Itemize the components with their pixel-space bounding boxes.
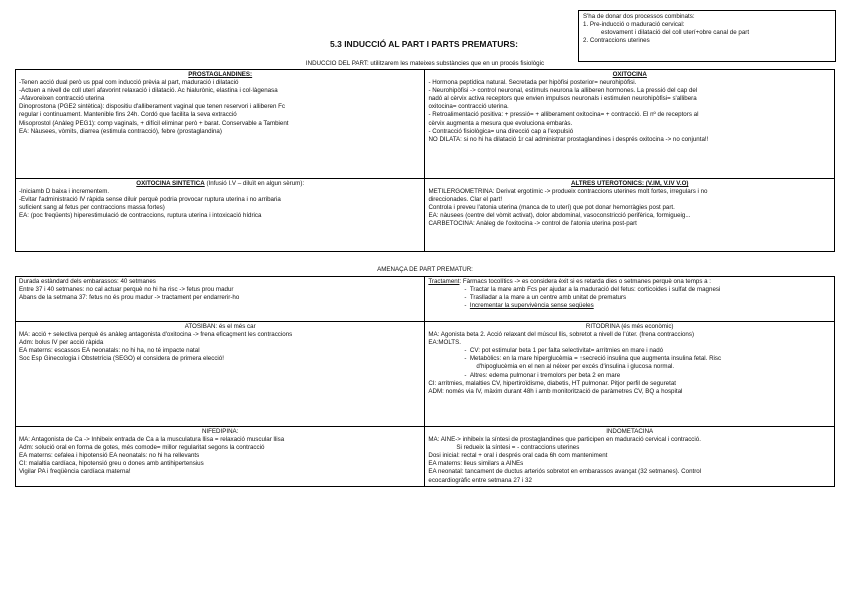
tractament-cell [425,277,835,322]
prostaglandines-line: Dinoprostona (PGE2 sintètica): dispositiu d'alliberament vaginal que tenen reservori i alliberen Fc [19,103,286,111]
tractament-text: : Fàrmacs tocolítics -> es considera èxit si es retarda dies o setmanes perquè ona temps a : [459,278,712,285]
ritodrina-line: - CV: pot estimular beta 1 per falta selectivitat= arrítmies en mare i nadó [464,347,664,355]
induccio-table [15,69,835,252]
note-line: 1. Pre-inducció o maduració cervical: [583,21,685,29]
tractament-item: - Tractar la mare amb Fcs per ajudar a la maduració del fetus: corticoides i sulfat de magnesi [464,286,721,294]
ritodrina-line-text: Metabòlics: en la mare hiperglucèmia = ↑secreció insulina que augmenta insulina fetal. Risc [469,355,722,363]
prostaglandines-heading: PROSTAGLANDINES: [188,71,253,78]
tractament-item: - Incrementar la supervivència sense seqüeles [464,302,594,310]
durada-line: Abans de la setmana 37: fetus no és prou madur -> tractament per endarrerir-ho [19,294,240,302]
indometacina-line: MA: AINE-> inhibeix la síntesi de prostaglandines que participen en maduració cervical i contracció. [428,436,701,444]
oxitocina-line: - Hormona peptídica natural. Secretada per hipòfisi posterior= neurohipòfisi. [428,79,637,87]
sintetica-heading-rest: (Infusió I.V – diluït en algun sèrum): [204,180,305,187]
atosiban-line: Soc Esp Ginecologia i Obstetrícia (SEGO) el considera de primera elecció! [19,355,224,363]
nifedipina-line: MA: Antagonista de Ca -> Inhibeix entrada de Ca a la musculatura llisa = relaxació muscular llisa [19,436,285,444]
tractament-item-text: Traslladar a la mare a un centre amb unitat de prematurs [469,294,627,302]
oxitocina-line: nadó al cèrvix activa receptors que envien impulsos neuronals i estimulen neurohipòfisi= s'allibera [428,95,697,103]
ritodrina-line-text: CV: pot estimular beta 1 per falta selectivitat= arrítmies en mare i nadó [469,347,664,355]
altres-line: CARBETOCINA: Anàleg de l'oxitocina -> control de l'atonia uterina post-part [428,220,637,228]
sintetica-line: -Evitar l'administració IV ràpida sense diluir perquè podria provocar ruptura uterina i no arribaria [19,196,281,204]
note-line: estovament i dilatació del coll uterí+obre canal de part [601,29,750,37]
sintetica-heading-main: OXITOCINA SINTÈTICA [136,180,205,187]
nifedipina-cell [16,427,425,487]
altres-cell [425,179,835,252]
nifedipina-line: Adm: solució oral en forma de gotes, més comode= millor regularitat segons la contracció [19,444,265,452]
indometacina-line: EA neonatal: tancament de ductus arteriós sobretot en embarassos avançat (32 setmanes). Control [428,468,702,476]
atosiban-line: Adm: bolus IV per acció ràpida [19,339,104,347]
oxitocina-cell [425,70,835,179]
nifedipina-line: CI: malaltia cardíaca, hipotensió greu o dones amb antihipertensius [19,460,204,468]
prostaglandines-line: -Actuen a nivell de coll uterí afavorint relaxació i dilatació. Ac hialurònic, elastina i col·làgenasa [19,87,278,95]
altres-line: METILERGOMETRINA: Derivat ergotímic -> produeix contraccions uterines molt fortes, irregulars i no [428,188,708,196]
ritodrina-line-text: Altres: edema pulmonar i tremolors per beta 2 en mare [469,371,621,379]
durada-cell [16,277,425,322]
note-line: S'ha de donar dos processos combinats: [583,13,695,20]
prostaglandines-line: EA: Nàusees, vòmits, diarrea (estimula contracció), febre (prostaglandina) [19,127,222,135]
sintetica-line: EA: (poc freqüents) hiperestimulació de contraccions, ruptura uterina i intoxicació hídrica [19,212,262,220]
amenaca-subtitle: AMENAÇA DE PART PREMATUR: [377,266,473,273]
ritodrina-line: - Metabòlics: en la mare hiperglucèmia = ↑secreció insulina que augmenta insulina fetal. Risc [464,355,722,363]
indometacina-cell [425,427,835,487]
nifedipina-heading: NIFEDIPINA: [201,428,239,435]
ritodrina-heading: RITODRINA (és més econòmic) [585,323,674,330]
indometacina-line: Si redueix la síntesi = - contraccions uterines [456,444,580,452]
ritodrina-line: d'hipoglucèmia en el nen al néixer per excés d'insulina i glucosa normal. [476,363,675,371]
oxitocina-line: - Retroalimentació positiva: + pressió= + alliberament oxitocina= + contracció. El nº de receptors al [428,111,699,119]
sintetica-cell [16,179,425,252]
durada-line: Entre 37 i 40 setmanes: no cal actuar perquè no hi ha risc -> fetus prou madur [19,286,234,294]
ritodrina-line: MA: Agonista beta 2. Acció relaxant del múscul llis, sobretot a nivell de l'úter. (frena contraccions) [428,331,695,339]
tractament-item-text: Incrementar la supervivència sense seqüeles [469,302,594,310]
durada-line: Durada estàndard dels embarassos: 40 setmanes [19,278,156,285]
oxitocina-line: - Neurohipòfisi -> control neuronal, estímuls neurona la alliberen hormones. La pressió del cap del [428,87,698,95]
oxitocina-line: - Contracció fisiològica= una direcció cap a l'expulsió [428,127,574,135]
indometacina-line: ecocardiogràfic entre setmana 27 i 32 [428,476,532,484]
prostaglandines-line: Misoprostol (Anàleg PEG1): comp vaginals, + difícil eliminar però + barat. Conservable a Tambient [19,119,289,127]
atosiban-line: EA materns: escassos EA neonatals: no hi ha, no té impacte natal [19,347,200,355]
altres-line: Controla i preveu l'atonia uterina (manca de to uterí) que pot donar hemorràgies post part. [428,204,675,212]
oxitocina-heading: OXITOCINA [612,71,647,78]
sintetica-line: -Iniciamb D baixa i incrementem. [19,188,110,196]
amenaca-table [15,276,835,487]
indometacina-line: EA materns: lleus similars a AINEs [428,460,524,468]
ritodrina-line: CI: arrítmies, malalties CV, hipertiroïdisme, diabetis, HT pulmonar. Pitjor perfil de seguretat [428,379,676,387]
nifedipina-line: Vigilar PA i freqüència cardíaca materna! [19,468,131,476]
prostaglandines-line: -Tenen acció dual però us ppal com inducció prèvia al part, maduració i dilatació [19,79,239,87]
page-title: 5.3 INDUCCIÓ AL PART I PARTS PREMATURS: [330,39,518,49]
oxitocina-line: oxitocina= contracció uterina. [428,103,509,111]
sintetica-heading [19,180,421,188]
prostaglandines-cell [16,70,425,179]
note-line: 2. Contraccions uterines [583,37,650,45]
indometacina-heading: INDOMETACINA [606,428,654,435]
note-box [578,10,836,62]
sintetica-line: suficient sang al fetus per contraccions massa fortes) [19,204,165,212]
atosiban-cell [16,322,425,427]
prostaglandines-line: regular i continuament. Mantenible fins 24h. Cordó que facilita la seva extracció [19,111,237,119]
ritodrina-line: - Altres: edema pulmonar i tremolors per beta 2 en mare [464,371,621,379]
atosiban-heading: ATOSIBAN: és el més car [184,323,256,330]
nifedipina-line: EA materns: cefalea i hipotensió EA neonatals: no hi ha rellevants [19,452,200,460]
tractament-label: Tractament [428,278,460,285]
induccio-subtitle: INDUCCIÓ DEL PART: utilitzarem les mateixes substàncies que en un procés fisiològic [305,60,545,67]
atosiban-line: MA: acció + selectiva perquè és anàleg antagonista d'oxitocina -> frena eficaçment les contraccions [19,331,293,339]
indometacina-line: Dosi inicial: rectal + oral i després oral cada 6h com manteniment [428,452,608,460]
tractament-line [428,278,831,286]
oxitocina-line: cèrvix augmenta a mesura que evoluciona embaràs. [428,119,573,127]
ritodrina-line: ADM: només via IV, màxim durant 48h i amb monitorització de paràmetres CV, BQ a hospital [428,387,683,395]
altres-line: EA: nàusees (centre del vòmit activat), dolor abdominal, vasoconstricció perifèrica, formigueig... [428,212,691,220]
prostaglandines-line: -Afavoreixen contracció uterina [19,95,105,103]
tractament-item: - Traslladar a la mare a un centre amb unitat de prematurs [464,294,627,302]
ritodrina-line: EA:MOLTS. [428,339,461,347]
altres-line: direccionades. Clar el part! [428,196,503,204]
ritodrina-cell [425,322,835,427]
oxitocina-line: NO DILATA: si no hi ha dilatació 1r cal administrar prostaglandines i després oxitocina -> no conjunta!! [428,135,709,143]
tractament-item-text: Tractar la mare amb Fcs per ajudar a la maduració del fetus: corticoides i sulfat de magnesi [469,286,721,294]
altres-heading: ALTRES UTEROTÒNICS: (V.IM, V.IV V.O) [570,180,689,187]
